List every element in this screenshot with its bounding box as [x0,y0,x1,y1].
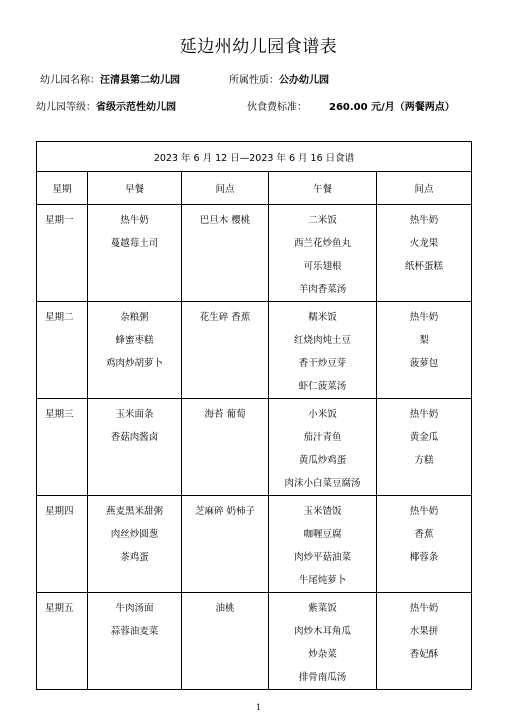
breakfast-cell [88,593,182,690]
weekday-label: 星期四 [45,506,74,517]
table-row [37,302,472,399]
menu-item: 排骨南瓜汤 [298,672,347,683]
menu-item: 牛尾炖萝卜 [298,575,347,586]
menu-item: 热牛奶 [120,215,149,226]
fee-label: 伙食费标准： [247,102,307,113]
menu-item: 糯米饭 [308,312,337,323]
menu-item: 海苔 葡萄 [204,409,246,420]
menu-item: 香蕉 [414,529,434,540]
menu-item: 玉米面条 [115,409,154,420]
menu-item: 蒜蓉油麦菜 [110,626,159,637]
menu-item: 香妃酥 [409,649,439,660]
afternoon-snack-cell [377,399,472,496]
menu-item: 肉沫小白菜豆腐汤 [284,478,361,489]
level-value: 省级示范性幼儿园 [96,102,176,113]
menu-item: 梨 [419,335,429,346]
weekday-label: 星期一 [45,215,74,226]
header-lunch: 午餐 [269,172,377,205]
menu-item: 咖喱豆腐 [303,529,342,540]
table-row [37,399,472,496]
afternoon-snack-cell [377,496,472,593]
menu-item: 肉炒木耳角瓜 [293,626,351,637]
nature-value: 公办幼儿园 [279,75,329,86]
morning-snack-cell [182,205,269,302]
nature-row [229,71,329,86]
lunch-cell [269,496,377,593]
menu-item: 虾仁菠菜汤 [298,381,347,392]
menu-item: 热牛奶 [409,506,439,517]
lunch-cell [269,399,377,496]
morning-snack-cell [182,593,269,690]
header-breakfast: 早餐 [88,172,182,205]
table-row [37,496,472,593]
day-cell [37,593,88,690]
afternoon-snack-cell [377,593,472,690]
menu-item: 茶鸡蛋 [120,552,149,563]
weekday-label: 星期三 [45,409,74,420]
menu-item: 玉米馇饭 [303,506,342,517]
weekday-label: 星期五 [45,603,74,614]
menu-item: 热牛奶 [409,409,439,420]
menu-table [36,141,472,690]
day-cell [37,302,88,399]
menu-item: 西兰花炒鱼丸 [293,238,351,249]
menu-item: 二米饭 [308,215,337,226]
level-label: 幼儿园等级： [36,102,96,113]
menu-item: 可乐翅根 [303,261,342,272]
menu-period: 2023 年 6 月 12 日—2023 年 6 月 16 日食谱 [37,142,472,172]
table-row [37,205,472,302]
afternoon-snack-cell [377,302,472,399]
menu-item: 巴旦木 樱桃 [199,215,251,226]
menu-item: 茄汁青鱼 [303,432,342,443]
header-afternoon-snack: 间点 [377,172,472,205]
header-morning-snack: 间点 [182,172,269,205]
fee-row [247,98,455,113]
morning-snack-cell [182,496,269,593]
breakfast-cell [88,399,182,496]
menu-item: 油桃 [215,603,235,614]
breakfast-cell [88,496,182,593]
menu-item: 火龙果 [409,238,439,249]
menu-item: 紫菜饭 [308,603,337,614]
menu-item: 燕麦黑米甜粥 [105,506,163,517]
weekday-label: 星期二 [45,312,74,323]
kindergarten-name-value: 汪清县第二幼儿园 [100,75,180,86]
menu-item: 方糕 [414,455,434,466]
lunch-cell [269,205,377,302]
menu-item: 纸杯蛋糕 [404,261,443,272]
menu-item: 热牛奶 [409,312,439,323]
menu-item: 热牛奶 [409,215,439,226]
menu-item: 菠萝包 [409,358,439,369]
lunch-cell [269,593,377,690]
day-cell [37,205,88,302]
menu-item: 蔓越莓土司 [110,238,159,249]
breakfast-cell [88,205,182,302]
kindergarten-name-row [40,71,180,86]
morning-snack-cell [182,399,269,496]
lunch-cell [269,302,377,399]
menu-item: 牛肉汤面 [115,603,154,614]
menu-item: 花生碎 香蕉 [199,312,251,323]
menu-item: 红烧肉炖土豆 [293,335,351,346]
menu-item: 肉丝炒圆葱 [110,529,159,540]
menu-item: 热牛奶 [409,603,439,614]
page-number: 1 [255,703,262,712]
table-row [37,593,472,690]
menu-item: 水果拼 [409,626,439,637]
day-cell [37,399,88,496]
header-weekday: 星期 [37,172,88,205]
kindergarten-name-label: 幼儿园名称： [40,75,100,86]
menu-item: 鸡肉炒胡萝卜 [105,358,163,369]
menu-item: 芝麻碎 奶柿子 [194,506,256,517]
menu-item: 肉炒平菇油菜 [293,552,351,563]
level-row [36,98,176,113]
menu-item: 小米饭 [308,409,337,420]
menu-item: 羊肉香菜汤 [298,284,347,295]
page-title: 延边州幼儿园食谱表 [179,37,338,57]
menu-item: 椰蓉条 [409,552,439,563]
menu-item: 蜂蜜枣糕 [115,335,154,346]
fee-value: 260.00 元/月（两餐两点） [329,102,455,113]
morning-snack-cell [182,302,269,399]
menu-item: 黄瓜炒鸡蛋 [298,455,347,466]
menu-item: 香菇肉酱卤 [110,432,159,443]
menu-item: 杂粮粥 [120,312,149,323]
breakfast-cell [88,302,182,399]
nature-label: 所属性质： [229,75,279,86]
menu-item: 炒杂菜 [308,649,337,660]
menu-item: 香干炒豆芽 [298,358,347,369]
day-cell [37,496,88,593]
afternoon-snack-cell [377,205,472,302]
menu-item: 黄金瓜 [409,432,439,443]
